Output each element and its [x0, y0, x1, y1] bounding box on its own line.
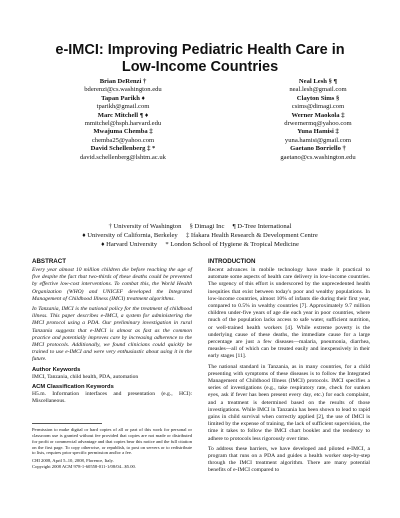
acm-heading: ACM Classification Keywords: [32, 383, 114, 390]
author-block: [258, 128, 378, 145]
title-line-2: Low-Income Countries: [121, 59, 279, 75]
author-block: [258, 112, 378, 129]
author-block: [258, 145, 378, 162]
affiliations: [0, 222, 400, 249]
left-column: [32, 258, 192, 472]
author-block: [68, 128, 178, 145]
author-name: Mwajuma Chemba ‡: [93, 128, 153, 136]
author-list-left: [68, 78, 178, 162]
author-email: yuna.hamisi@gmail.com: [284, 136, 352, 144]
author-name: Werner Maokola ‡: [291, 111, 345, 119]
keywords-heading: Author Keywords: [32, 366, 81, 373]
permission-notice: Permission to make digital or hard copies of all or part of this work for personal or classroom use is granted without fee provided that copies are not made or distributed for profit or commercial advantage and that copies bear this notice and the full citation on the first page. To copy otherwise, or republish, to post on servers or to redistribute to lists, requires prior specific permission and/or a fee.: [32, 427, 192, 456]
introduction-heading: INTRODUCTION: [208, 258, 256, 265]
author-block: [258, 78, 378, 95]
introduction-paragraph: Recent advances in mobile technology have made it practical to automate some aspects of health care delivery in low-income countries. The urgency of this effort is underscored by the unprecedented health inequities that exist between today's poor and wealthy populations. In low-income countries, almost 10% of infants die during their first year, compared to 0.5% in wealthy countries [7]. Approximately 9.7 million children under-five years of age die each year in poor countries, where much of the population lacks access to safe water, sufficient nutrition, or well-trained health workers [4]. While extreme poverty is the underlying cause of these deaths, the immediate cause for a large percentage are just a few diseases—malaria, pneumonia, diarrhea, measles—all of which can be treated easily and inexpensively in their early stages [11].: [208, 267, 370, 360]
author-email: chemba25@yahoo.com: [91, 136, 155, 144]
conference-line: CHI 2008, April 5–10, 2008, Florence, Italy.: [32, 458, 114, 464]
author-block: [68, 112, 178, 129]
author-email: tparikh@gmail.com: [96, 103, 150, 111]
acm-text: H5.m. Information interfaces and presentation (e.g., HCI): Miscellaneous.: [32, 390, 192, 405]
author-email: csims@dimagi.com: [291, 103, 345, 111]
introduction-paragraph: To address these barriers, we have developed and piloted e-IMCI, a program that runs on a PDA and guides a health worker step-by-step through the IMCI treatment algorithm. There are many potential benefits of e-IMCI compared to: [208, 445, 370, 474]
author-email: david.schellenberg@lshtm.ac.uk: [80, 153, 166, 161]
author-name: Clayton Sims §: [296, 94, 340, 102]
author-name: Tapan Parikh ♦: [101, 94, 145, 102]
author-email: neal.lesh@gmail.com: [289, 86, 347, 94]
author-email: bderenzi@cs.washington.edu: [84, 86, 162, 94]
author-block: [68, 95, 178, 112]
affiliation-line: † University of Washington § Dimagi Inc ¶ D-Tree International: [108, 223, 292, 230]
footnote-divider: [32, 423, 102, 424]
author-name: Neal Lesh § ¶: [298, 78, 338, 85]
abstract-paragraph: Every year almost 10 million children die before reaching the age of five despite the fact that two-thirds of these deaths could be prevented by effective low-cost interventions. To combat this, the World Health Organization (WHO) and UNICEF developed the Integrated Management of Childhood Illness (IMCI) treatment algorithms.: [32, 267, 192, 302]
author-name: Gaetano Borriello †: [290, 145, 346, 153]
author-email: drwernermq@yahoo.com: [284, 120, 352, 128]
author-name: Marc Mitchell ¶ ♦: [97, 111, 149, 119]
affiliation-line: ♦ Harvard University * London School of Hygiene & Tropical Medicine: [101, 241, 299, 248]
abstract-paragraph: In Tanzania, IMCI is the national policy for the treatment of childhood illness. This paper describes e-IMCI, a system for administering the IMCI protocol using a PDA. Our preliminary investigation in rural Tanzania suggests that e-IMCI is almost as fast as the common practice and potentially improves care by increasing adherence to the IMCI protocols. Additionally, we found clinicians could quickly be trained to use e-IMCI and were very enthusiastic about using it in the future.: [32, 306, 192, 363]
author-email: mmitchel@hsph.harvard.edu: [84, 120, 162, 128]
title-line-1: e-IMCI: Improving Pediatric Health Care in: [55, 42, 345, 58]
keywords-text: IMCI, Tanzania, child health, PDA, automation: [32, 373, 139, 380]
affiliation-line: ♦ University of California, Berkeley ‡ Ifakara Health Research & Development Centre: [82, 232, 318, 239]
author-name: David Schellenberg ‡ *: [90, 145, 156, 153]
author-list-right: [258, 78, 378, 162]
author-block: [68, 145, 178, 162]
right-column: [208, 258, 370, 478]
copyright-line: Copyright 2008 ACM 978-1-60558-011-1/08/04...$5.00.: [32, 464, 136, 470]
paper-title: [0, 42, 400, 76]
author-block: [68, 78, 178, 95]
author-block: [258, 95, 378, 112]
abstract-heading: ABSTRACT: [32, 258, 67, 265]
author-name: Brian DeRenzi †: [99, 78, 147, 85]
author-email: gaetano@cs.washington.edu: [280, 153, 356, 161]
author-name: Yuna Hamisi ‡: [297, 128, 339, 136]
introduction-paragraph: The national standard in Tanzania, as in many countries, for a child presenting with symptoms of these diseases is to follow the Integrated Management of Childhood Illness (IMCI) protocols. IMCI specifies a series of investigations (e.g., take respiratory rate, check for sunken eyes, ask if fever has been present every day, etc.) for each complaint, and a treatment is determined based on the results of those investigations. While IMCI in Tanzania has been shown to lead to rapid gains in child survival when correctly applied [2], the use of IMCI is limited by the expense of training, the lack of sufficient supervision, the time it takes to follow the IMCI chart booklet and the tendency to adhere to protocols less rigorously over time.: [208, 363, 370, 442]
